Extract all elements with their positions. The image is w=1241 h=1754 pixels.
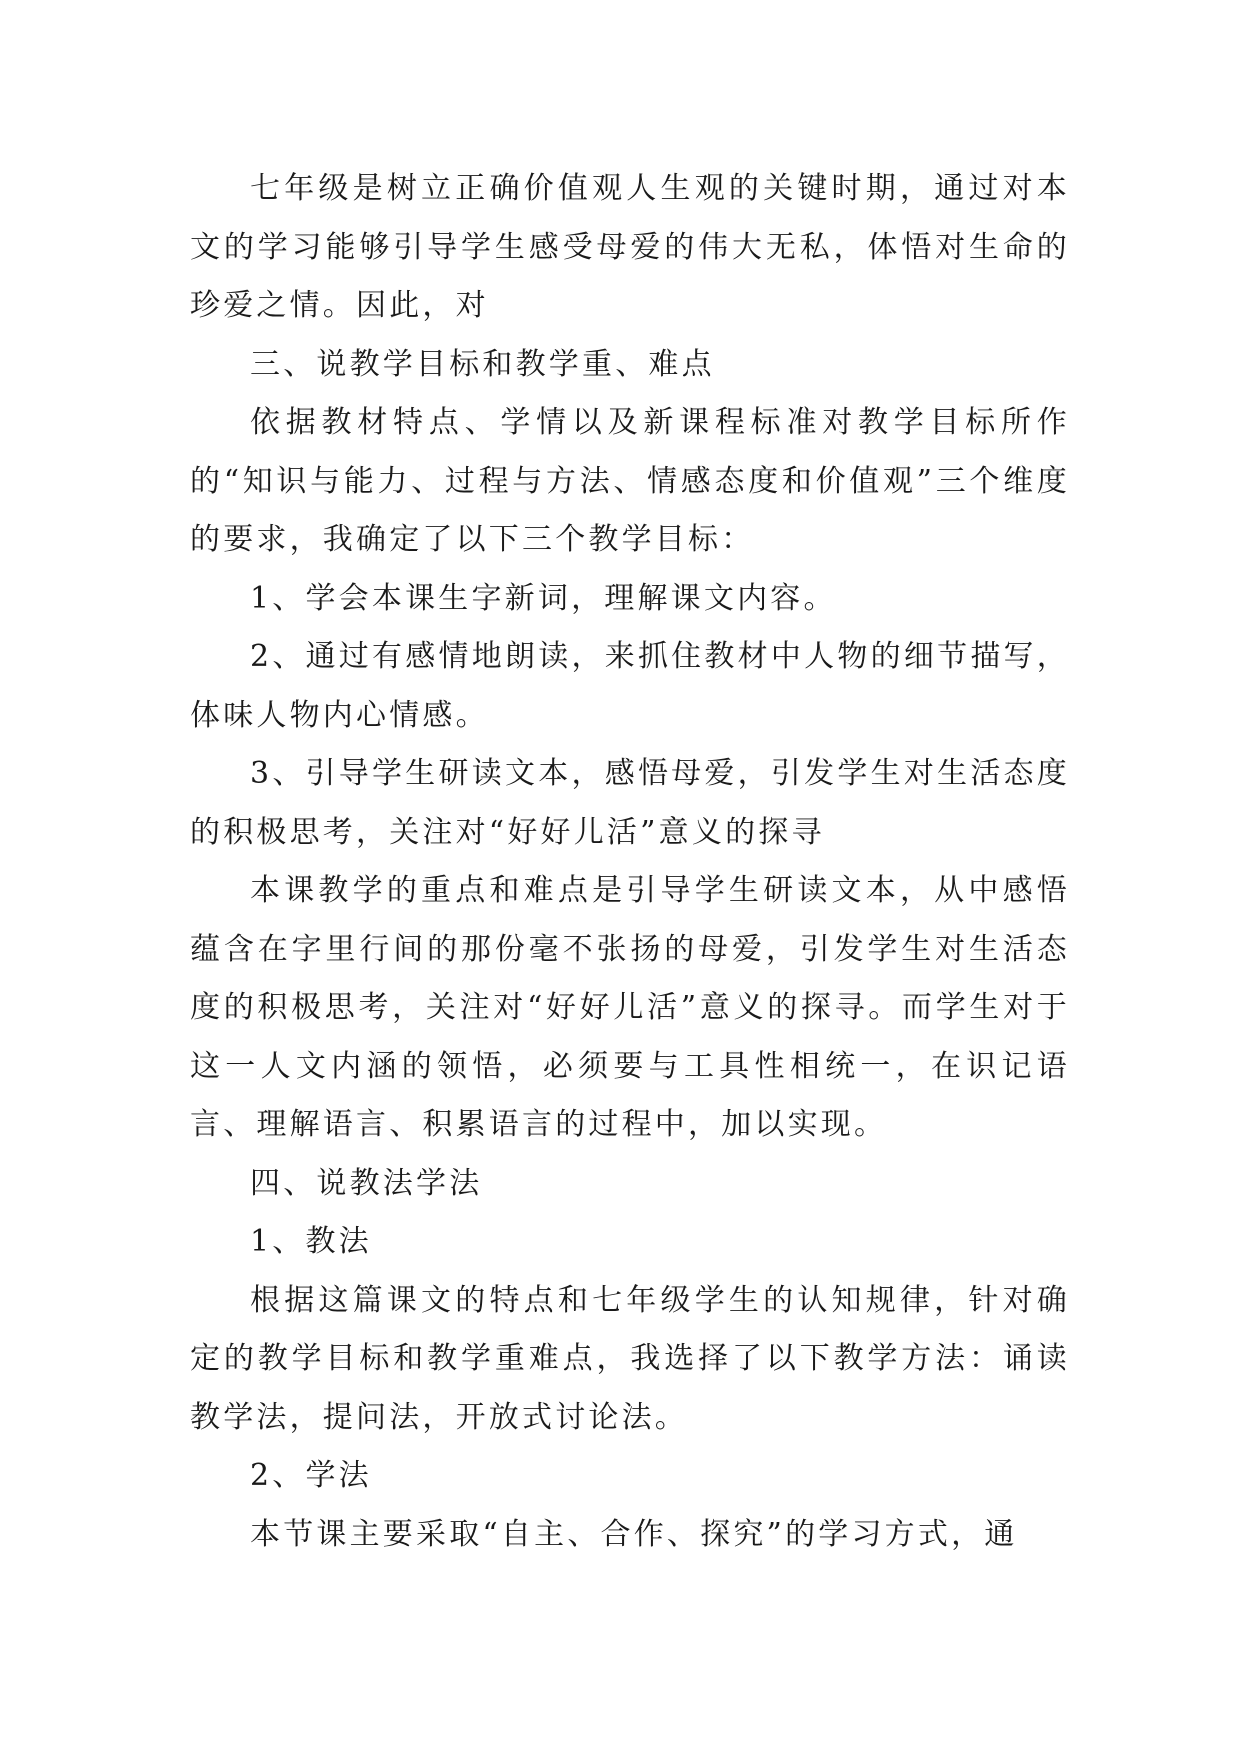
body-paragraph: 本节课主要采取“自主、合作、探究”的学习方式，通 — [250, 1516, 1018, 1552]
subsection-heading: 1、教法 — [250, 1224, 372, 1259]
list-item: 1、学会本课生字新词，理解课文内容。 — [250, 580, 837, 616]
body-paragraph: 依据教材特点、学情以及新课程标准对教学目标所作的“知识与能力、过程与方法、情感态度和价值观”三个维度的要求，我确定了以下三个教学目标： — [190, 405, 1070, 557]
body-paragraph: 本课教学的重点和难点是引导学生研读文本，从中感悟蕴含在字里行间的那份毫不张扬的母爱，引发学生对生活态度的积极思考，关注对“好好儿活”意义的探寻。而学生对于这一人文内涵的领悟，必须要与工具性相统一，在识记语言、理解语言、积累语言的过程中，加以实现。 — [190, 873, 1070, 1142]
body-paragraph: 七年级是树立正确价值观人生观的关键时期，通过对本文的学习能够引导学生感受母爱的伟大无私，体悟对生命的珍爱之情。因此，对 — [190, 171, 1070, 323]
body-paragraph: 根据这篇课文的特点和七年级学生的认知规律，针对确定的教学目标和教学重难点，我选择了以下教学方法：诵读教学法，提问法，开放式讨论法。 — [190, 1282, 1070, 1435]
section-heading: 三、说教学目标和教学重、难点 — [250, 346, 715, 382]
subsection-heading: 2、学法 — [250, 1458, 372, 1493]
section-heading: 四、说教法学法 — [250, 1165, 483, 1201]
list-item: 2、通过有感情地朗读，来抓住教材中人物的细节描写，体味人物内心情感。 — [190, 639, 1070, 733]
list-item: 3、引导学生研读文本，感悟母爱，引发学生对生活态度的积极思考，关注对“好好儿活”意义的探寻 — [190, 756, 1070, 850]
document-body — [190, 160, 1070, 1564]
